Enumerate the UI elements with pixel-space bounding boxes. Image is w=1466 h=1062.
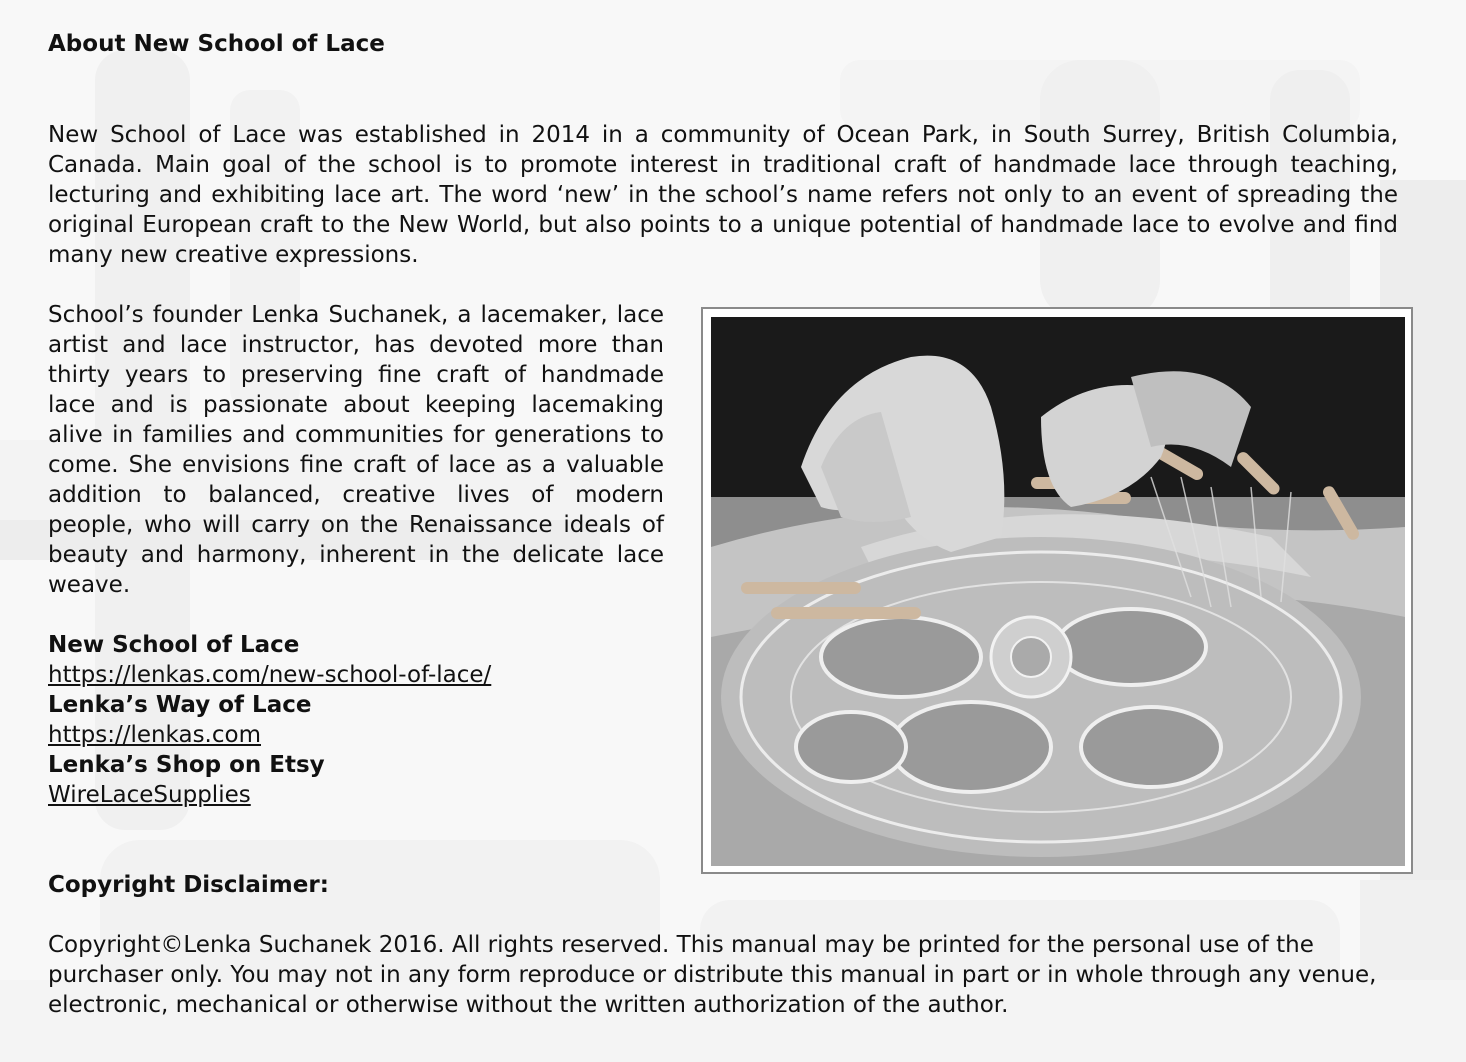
- link-school-url[interactable]: https://lenkas.com/new-school-of-lace/: [48, 662, 492, 688]
- link-label-way-of-lace: Lenka’s Way of Lace: [48, 692, 312, 718]
- links-section: [48, 630, 491, 810]
- copyright-heading: Copyright Disclaimer:: [48, 872, 329, 898]
- copyright-paragraph: Copyright©Lenka Suchanek 2016. All rights reserved. This manual may be printed for the personal use of the purchaser only. You may not in any form reproduce or distribute this manual in part or in whole through any venue, electronic, mechanical or otherwise without the written authorization of the author.: [48, 932, 1377, 1018]
- link-way-of-lace-url[interactable]: https://lenkas.com: [48, 722, 261, 748]
- link-label-school: New School of Lace: [48, 632, 300, 658]
- page-title: About New School of Lace: [48, 31, 385, 57]
- intro-paragraph: New School of Lace was established in 2014 in a community of Ocean Park, in South Surrey, British Columbia, Canada. Main goal of the school is to promote interest in traditional craft of handmade lace through teaching, lecturing and exhibiting lace art. The word ‘new’ in the school’s name refers not only to an event of spreading the original European craft to the New World, but also points to a unique potential of handmade lace to evolve and find many new creative expressions.: [48, 122, 1398, 268]
- link-etsy-shop[interactable]: WireLaceSupplies: [48, 782, 251, 808]
- photo-frame: [701, 307, 1413, 874]
- lacemaking-photo: [711, 317, 1405, 866]
- founder-paragraph: School’s founder Lenka Suchanek, a lacemaker, lace artist and lace instructor, has devoted more than thirty years to preserving fine craft of handmade lace and is passionate about keeping lacemaking alive in families and communities for generations to come. She envisions fine craft of lace as a valuable addition to balanced, creative lives of modern people, who will carry on the Renaissance ideals of beauty and harmony, inherent in the delicate lace weave.: [48, 302, 664, 598]
- link-label-etsy: Lenka’s Shop on Etsy: [48, 752, 325, 778]
